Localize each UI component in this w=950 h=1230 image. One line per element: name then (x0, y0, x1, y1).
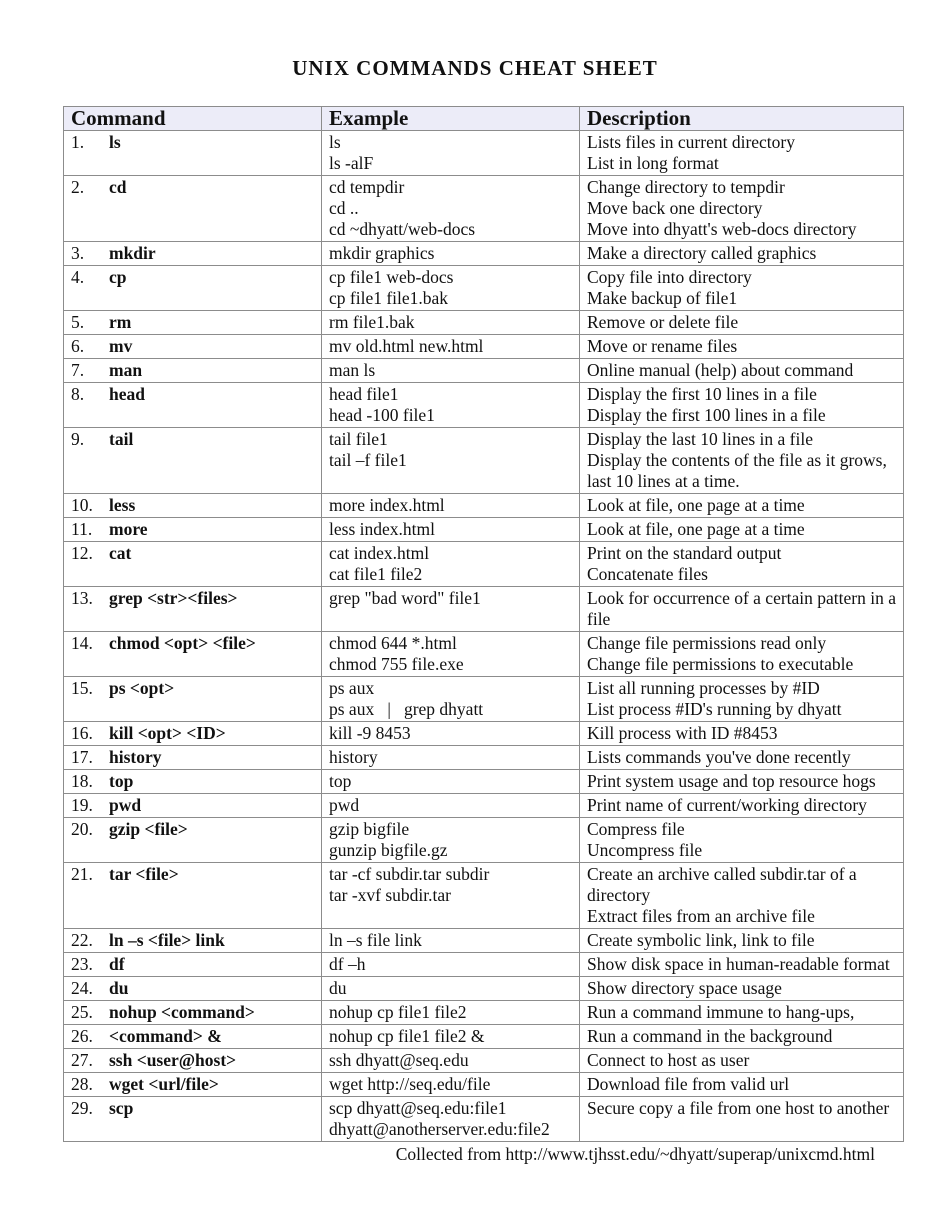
example-line: tail file1 (329, 429, 388, 449)
example-line: gunzip bigfile.gz (329, 840, 448, 860)
command-name: df (109, 954, 125, 974)
example-line: cd .. (329, 198, 359, 218)
description-cell (580, 770, 904, 794)
table-row (64, 953, 904, 977)
description-line: Lists files in current directory (587, 132, 795, 152)
table-row (64, 383, 904, 428)
example-cell (322, 518, 580, 542)
table-row (64, 494, 904, 518)
example-line: head -100 file1 (329, 405, 435, 425)
row-number: 20. (71, 819, 93, 839)
command-cell (64, 266, 322, 311)
example-cell (322, 311, 580, 335)
command-cell (64, 311, 322, 335)
example-line: tar -xvf subdir.tar (329, 885, 451, 905)
example-cell (322, 977, 580, 1001)
table-row (64, 1049, 904, 1073)
example-line: chmod 755 file.exe (329, 654, 464, 674)
description-line: Look at file, one page at a time (587, 495, 805, 515)
description-cell (580, 929, 904, 953)
description-line: Remove or delete file (587, 312, 739, 332)
example-cell (322, 242, 580, 266)
example-cell (322, 1025, 580, 1049)
description-line: Extract files from an archive file (587, 906, 815, 926)
table-row (64, 428, 904, 494)
table-row (64, 242, 904, 266)
command-name: more (109, 519, 148, 539)
example-line: ls -alF (329, 153, 374, 173)
example-cell (322, 542, 580, 587)
description-line: Move into dhyatt's web-docs directory (587, 219, 857, 239)
table-row (64, 1097, 904, 1142)
example-line: cat file1 file2 (329, 564, 423, 584)
example-cell (322, 1073, 580, 1097)
row-number: 26. (71, 1026, 93, 1046)
example-line: scp dhyatt@seq.edu:file1 (329, 1098, 507, 1118)
command-cell (64, 1073, 322, 1097)
description-line: Look for occurrence of a certain pattern in a file (587, 588, 897, 629)
description-line: Display the first 10 lines in a file (587, 384, 817, 404)
row-number: 8. (71, 384, 85, 404)
example-cell (322, 818, 580, 863)
row-number: 15. (71, 678, 93, 698)
source-footer: Collected from http://www.tjhsst.edu/~dhyatt/superap/unixcmd.html (395, 1144, 875, 1164)
command-cell (64, 335, 322, 359)
example-line: dhyatt@anotherserver.edu:file2 (329, 1119, 550, 1139)
command-cell (64, 794, 322, 818)
example-line: mkdir graphics (329, 243, 435, 263)
row-number: 24. (71, 978, 93, 998)
description-line: Copy file into directory (587, 267, 752, 287)
example-cell (322, 494, 580, 518)
command-cell (64, 1025, 322, 1049)
description-cell (580, 359, 904, 383)
command-cell (64, 746, 322, 770)
description-cell (580, 632, 904, 677)
description-cell (580, 428, 904, 494)
example-line: ls (329, 132, 341, 152)
description-line: Uncompress file (587, 840, 703, 860)
command-cell (64, 677, 322, 722)
row-number: 3. (71, 243, 85, 263)
description-line: Create symbolic link, link to file (587, 930, 815, 950)
example-line: less index.html (329, 519, 435, 539)
example-cell (322, 266, 580, 311)
command-name: head (109, 384, 145, 404)
command-cell (64, 770, 322, 794)
command-cell (64, 863, 322, 929)
description-cell (580, 242, 904, 266)
description-cell (580, 677, 904, 722)
description-line: Online manual (help) about command (587, 360, 854, 380)
example-cell (322, 677, 580, 722)
description-line: Make backup of file1 (587, 288, 738, 308)
example-cell (322, 1097, 580, 1142)
description-line: Print on the standard output (587, 543, 782, 563)
example-cell (322, 1049, 580, 1073)
row-number: 27. (71, 1050, 93, 1070)
description-cell (580, 1001, 904, 1025)
command-cell (64, 359, 322, 383)
example-line: cd tempdir (329, 177, 405, 197)
example-line: tail –f file1 (329, 450, 407, 470)
description-line: Connect to host as user (587, 1050, 750, 1070)
command-cell (64, 518, 322, 542)
row-number: 18. (71, 771, 93, 791)
description-cell (580, 383, 904, 428)
command-cell (64, 977, 322, 1001)
description-cell (580, 587, 904, 632)
table-row (64, 770, 904, 794)
description-line: Change directory to tempdir (587, 177, 785, 197)
description-line: Change file permissions to executable (587, 654, 854, 674)
example-line: grep "bad word" file1 (329, 588, 481, 608)
row-number: 11. (71, 519, 93, 539)
description-cell (580, 794, 904, 818)
example-line: mv old.html new.html (329, 336, 484, 356)
command-cell (64, 242, 322, 266)
example-cell (322, 770, 580, 794)
table-row (64, 1001, 904, 1025)
description-line: Secure copy a file from one host to another (587, 1098, 890, 1118)
command-cell (64, 542, 322, 587)
example-cell (322, 131, 580, 176)
table-row (64, 677, 904, 722)
table-row (64, 518, 904, 542)
command-name: ls (109, 132, 121, 152)
description-cell (580, 1097, 904, 1142)
command-cell (64, 818, 322, 863)
description-cell (580, 953, 904, 977)
table-row (64, 818, 904, 863)
description-cell (580, 722, 904, 746)
example-line: df –h (329, 954, 366, 974)
example-line: ps aux | grep dhyatt (329, 699, 484, 719)
description-line: List process #ID's running by dhyatt (587, 699, 842, 719)
table-row (64, 929, 904, 953)
row-number: 5. (71, 312, 85, 332)
example-cell (322, 587, 580, 632)
example-cell (322, 176, 580, 242)
command-cell (64, 1001, 322, 1025)
row-number: 29. (71, 1098, 93, 1118)
command-cell (64, 632, 322, 677)
table-row (64, 863, 904, 929)
table-row (64, 359, 904, 383)
command-name: scp (109, 1098, 134, 1118)
command-name: tar <file> (109, 864, 179, 884)
table-row (64, 335, 904, 359)
command-name: grep <str><files> (109, 588, 238, 608)
description-line: Create an archive called subdir.tar of a directory (587, 864, 857, 905)
description-cell (580, 311, 904, 335)
row-number: 10. (71, 495, 93, 515)
command-cell (64, 722, 322, 746)
description-line: Show directory space usage (587, 978, 782, 998)
description-cell (580, 977, 904, 1001)
example-cell (322, 794, 580, 818)
page-title: UNIX COMMANDS CHEAT SHEET (292, 56, 658, 80)
row-number: 7. (71, 360, 85, 380)
command-cell (64, 494, 322, 518)
table-header-row (64, 107, 904, 131)
command-name: man (109, 360, 143, 380)
header-command: Command (64, 107, 322, 131)
table-row (64, 266, 904, 311)
table-body (64, 131, 904, 1142)
description-line: Download file from valid url (587, 1074, 790, 1094)
example-line: du (329, 978, 347, 998)
example-line: chmod 644 *.html (329, 633, 457, 653)
table-row (64, 722, 904, 746)
command-cell (64, 1097, 322, 1142)
command-name: nohup <command> (109, 1002, 255, 1022)
table-row (64, 1025, 904, 1049)
example-line: kill -9 8453 (329, 723, 411, 743)
command-cell (64, 929, 322, 953)
example-line: history (329, 747, 378, 767)
command-name: rm (109, 312, 132, 332)
description-cell (580, 1073, 904, 1097)
description-cell (580, 494, 904, 518)
description-line: Display the last 10 lines in a file (587, 429, 813, 449)
row-number: 4. (71, 267, 85, 287)
example-line: pwd (329, 795, 360, 815)
description-line: Run a command immune to hang-ups, (587, 1002, 855, 1022)
command-name: pwd (109, 795, 142, 815)
description-line: Print system usage and top resource hogs (587, 771, 876, 791)
example-cell (322, 428, 580, 494)
example-cell (322, 953, 580, 977)
description-line: Print name of current/working directory (587, 795, 867, 815)
command-cell (64, 953, 322, 977)
example-line: ssh dhyatt@seq.edu (329, 1050, 469, 1070)
example-cell (322, 1001, 580, 1025)
description-cell (580, 518, 904, 542)
description-line: List all running processes by #ID (587, 678, 820, 698)
example-line: cp file1 file1.bak (329, 288, 449, 308)
table-row (64, 977, 904, 1001)
description-line: Show disk space in human-readable format (587, 954, 890, 974)
command-name: kill <opt> <ID> (109, 723, 226, 743)
example-line: nohup cp file1 file2 & (329, 1026, 485, 1046)
header-description: Description (580, 107, 904, 131)
example-line: man ls (329, 360, 376, 380)
command-name: wget <url/file> (109, 1074, 219, 1094)
command-name: chmod <opt> <file> (109, 633, 256, 653)
row-number: 19. (71, 795, 93, 815)
command-name: top (109, 771, 134, 791)
row-number: 28. (71, 1074, 93, 1094)
description-line: Move back one directory (587, 198, 763, 218)
example-cell (322, 383, 580, 428)
description-cell (580, 266, 904, 311)
description-line: Lists commands you've done recently (587, 747, 851, 767)
command-name: cd (109, 177, 127, 197)
description-cell (580, 131, 904, 176)
description-line: Move or rename files (587, 336, 738, 356)
example-line: more index.html (329, 495, 445, 515)
example-line: head file1 (329, 384, 399, 404)
example-cell (322, 722, 580, 746)
command-name: tail (109, 429, 134, 449)
example-cell (322, 746, 580, 770)
command-name: cp (109, 267, 127, 287)
description-cell (580, 542, 904, 587)
command-cell (64, 383, 322, 428)
command-cell (64, 1049, 322, 1073)
description-cell (580, 746, 904, 770)
description-cell (580, 176, 904, 242)
example-line: cd ~dhyatt/web-docs (329, 219, 476, 239)
command-name: mkdir (109, 243, 156, 263)
command-name: gzip <file> (109, 819, 188, 839)
example-line: top (329, 771, 352, 791)
example-line: cat index.html (329, 543, 430, 563)
header-example: Example (322, 107, 580, 131)
description-line: Compress file (587, 819, 685, 839)
example-cell (322, 632, 580, 677)
row-number: 1. (71, 132, 85, 152)
row-number: 14. (71, 633, 93, 653)
description-line: Change file permissions read only (587, 633, 827, 653)
row-number: 16. (71, 723, 93, 743)
example-line: ln –s file link (329, 930, 422, 950)
row-number: 6. (71, 336, 85, 356)
command-name: mv (109, 336, 133, 356)
table-row (64, 176, 904, 242)
table-row (64, 131, 904, 176)
description-line: Make a directory called graphics (587, 243, 817, 263)
description-cell (580, 1025, 904, 1049)
example-cell (322, 359, 580, 383)
example-line: cp file1 web-docs (329, 267, 454, 287)
command-name: cat (109, 543, 132, 563)
command-name: ssh <user@host> (109, 1050, 237, 1070)
table-row (64, 794, 904, 818)
row-number: 13. (71, 588, 93, 608)
command-name: ps <opt> (109, 678, 175, 698)
description-line: Look at file, one page at a time (587, 519, 805, 539)
table-row (64, 587, 904, 632)
row-number: 25. (71, 1002, 93, 1022)
example-cell (322, 335, 580, 359)
command-name: <command> & (109, 1026, 222, 1046)
table-row (64, 632, 904, 677)
row-number: 2. (71, 177, 85, 197)
command-name: history (109, 747, 162, 767)
example-cell (322, 863, 580, 929)
table-row (64, 1073, 904, 1097)
row-number: 22. (71, 930, 93, 950)
example-line: rm file1.bak (329, 312, 415, 332)
row-number: 17. (71, 747, 93, 767)
command-name: ln –s <file> link (109, 930, 225, 950)
row-number: 23. (71, 954, 93, 974)
description-line: Display the contents of the file as it grows, last 10 lines at a time. (587, 450, 887, 491)
command-cell (64, 131, 322, 176)
table-row (64, 542, 904, 587)
table-row (64, 311, 904, 335)
commands-table (63, 106, 904, 1142)
row-number: 9. (71, 429, 85, 449)
row-number: 12. (71, 543, 93, 563)
description-line: List in long format (587, 153, 719, 173)
example-line: wget http://seq.edu/file (329, 1074, 491, 1094)
row-number: 21. (71, 864, 93, 884)
example-line: nohup cp file1 file2 (329, 1002, 467, 1022)
description-line: Run a command in the background (587, 1026, 833, 1046)
command-cell (64, 176, 322, 242)
description-line: Display the first 100 lines in a file (587, 405, 826, 425)
example-line: ps aux (329, 678, 375, 698)
description-line: Concatenate files (587, 564, 708, 584)
description-cell (580, 1049, 904, 1073)
table-row (64, 746, 904, 770)
example-line: tar -cf subdir.tar subdir (329, 864, 490, 884)
description-cell (580, 818, 904, 863)
example-line: gzip bigfile (329, 819, 410, 839)
command-cell (64, 587, 322, 632)
example-cell (322, 929, 580, 953)
description-line: Kill process with ID #8453 (587, 723, 778, 743)
command-name: less (109, 495, 136, 515)
description-cell (580, 335, 904, 359)
command-cell (64, 428, 322, 494)
command-name: du (109, 978, 129, 998)
description-cell (580, 863, 904, 929)
